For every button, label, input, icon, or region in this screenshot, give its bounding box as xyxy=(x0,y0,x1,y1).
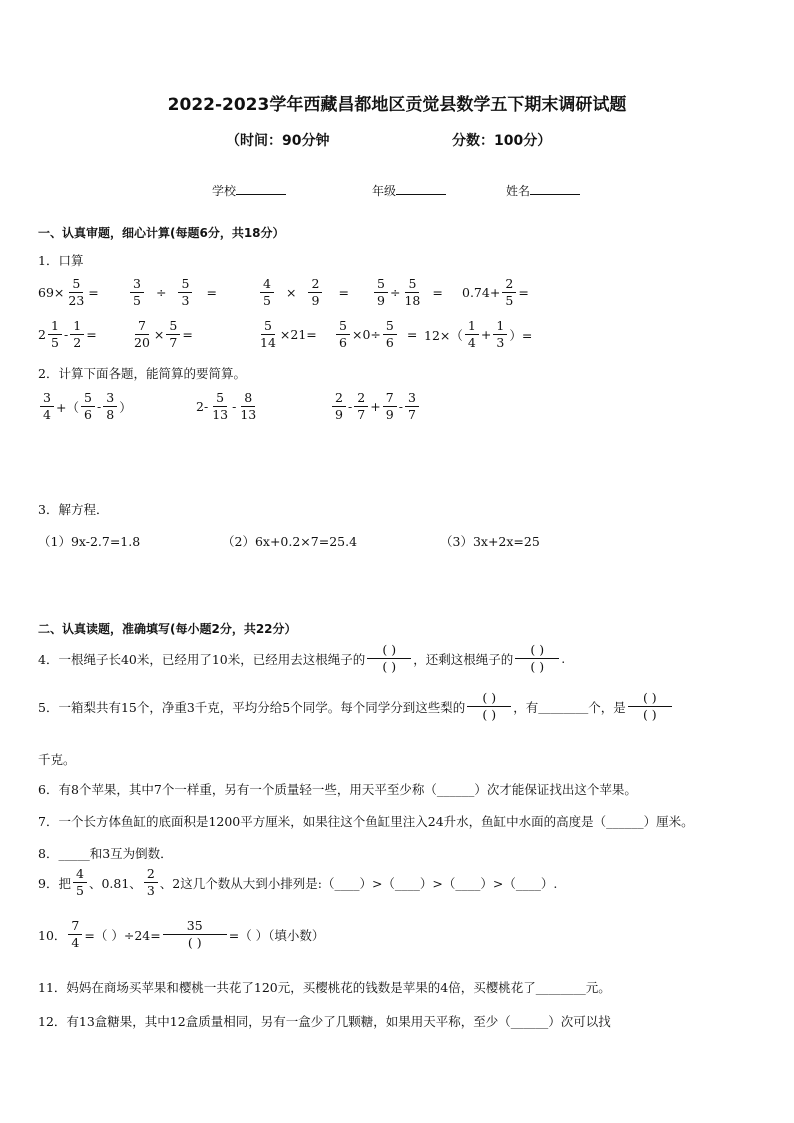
q8: 8．_____和3互为倒数． xyxy=(38,846,173,861)
operator: +（ xyxy=(56,399,79,415)
operator: - xyxy=(232,399,237,414)
grade-blank[interactable] xyxy=(396,194,446,195)
question-text: ，有 xyxy=(513,699,539,715)
operator: - xyxy=(96,399,102,414)
fraction xyxy=(374,276,388,309)
denominator: 9 xyxy=(335,407,343,422)
numerator: 5 xyxy=(166,318,180,335)
numerator: 5 xyxy=(405,276,419,293)
fraction xyxy=(336,318,350,351)
denominator: 6 xyxy=(385,335,394,350)
denominator: 5 xyxy=(505,293,514,308)
numerator: 35 xyxy=(163,918,227,935)
grade-label: 年级 xyxy=(372,184,397,198)
question-text: 、0.81、 xyxy=(88,875,142,891)
equation-1: （1）9x-2.7=1.8 xyxy=(38,534,141,549)
denominator: 14 xyxy=(260,335,276,350)
expr-text: 0.74+ xyxy=(462,285,501,300)
fraction xyxy=(465,318,479,351)
fraction xyxy=(48,318,62,351)
operator: - xyxy=(348,399,353,414)
denominator: 3 xyxy=(146,883,155,898)
numerator: 5 xyxy=(81,390,95,407)
numerator-blank[interactable]: ( ) xyxy=(628,690,672,707)
denominator-blank[interactable]: ( ) xyxy=(187,935,202,950)
q6: 6．有8个苹果，其中7个一样重，另有一个质量轻一些，用天平至少称（______）次才能保证找出这个苹果。 xyxy=(38,782,637,797)
q12: 12．有13盒糖果，其中12盒质量相同，另有一盒少了几颗糖，如果用天平称，至少（______）次可以找 xyxy=(38,1014,611,1029)
expr-text: = xyxy=(518,285,529,300)
numerator: 4 xyxy=(73,866,87,883)
expr-text: = xyxy=(88,285,99,300)
q5 xyxy=(38,690,674,723)
denominator: 13 xyxy=(240,407,257,422)
expr-text: = xyxy=(86,327,97,342)
denominator: 20 xyxy=(134,335,150,350)
operator: + xyxy=(480,327,492,342)
numerator: 2 xyxy=(144,866,158,883)
q2-label: 2．计算下面各题，能简算的要简算。 xyxy=(38,366,246,381)
operator: ÷ xyxy=(390,285,401,300)
q1-r1-e4 xyxy=(372,276,443,309)
q5-tail: 千克。 xyxy=(38,752,76,767)
fraction xyxy=(402,276,422,309)
denominator-blank[interactable]: ( ) xyxy=(530,659,545,674)
fraction xyxy=(70,318,84,351)
q2-expr3 xyxy=(330,390,421,423)
answer-fraction[interactable] xyxy=(467,690,511,723)
whole-number: 2 xyxy=(38,327,46,342)
expr-text: = xyxy=(432,285,443,300)
q3-label: 3．解方程． xyxy=(38,502,109,517)
fraction xyxy=(502,276,516,309)
expr-text: 12×（ xyxy=(424,327,463,343)
fraction xyxy=(166,318,180,351)
denominator: 13 xyxy=(212,407,229,422)
expr-text: ） xyxy=(119,399,132,415)
q1-r2-e2 xyxy=(130,318,193,351)
numerator: 2 xyxy=(354,390,368,407)
numerator: 5 xyxy=(336,318,350,335)
numerator: 5 xyxy=(383,318,397,335)
denominator: 23 xyxy=(68,293,85,308)
numerator: 4 xyxy=(260,276,274,293)
operator: ÷ xyxy=(156,285,167,300)
denominator-blank[interactable]: ( ) xyxy=(642,707,657,722)
q1-r2-e4 xyxy=(334,318,417,351)
denominator: 3 xyxy=(496,335,505,350)
name-field[interactable] xyxy=(506,182,580,199)
question-text: . xyxy=(561,651,566,666)
fraction xyxy=(130,276,144,309)
denominator: 5 xyxy=(133,293,141,308)
answer-fraction[interactable] xyxy=(367,642,411,675)
expr-text: ×0÷ xyxy=(352,327,381,342)
fraction xyxy=(144,866,158,899)
equation-3: （3）3x+2x=25 xyxy=(440,534,540,549)
numerator: 1 xyxy=(493,318,507,335)
q2-expr1 xyxy=(38,390,132,423)
fraction xyxy=(81,390,95,423)
numerator: 5 xyxy=(261,318,275,335)
fraction xyxy=(40,390,54,423)
expr-text: = xyxy=(182,327,193,342)
numerator: 8 xyxy=(241,390,255,407)
fraction xyxy=(68,918,82,951)
denominator: 4 xyxy=(71,935,80,950)
school-field[interactable] xyxy=(212,182,286,199)
q1-r2-e5 xyxy=(424,318,532,351)
denominator: 4 xyxy=(467,335,476,350)
fraction xyxy=(354,390,368,423)
numerator: 7 xyxy=(383,390,397,407)
expr-text: ×21= xyxy=(279,327,317,342)
question-text: 4．一根绳子长40米，已经用了10米，已经用去这根绳子的 xyxy=(38,651,366,667)
numerator: 7 xyxy=(68,918,82,935)
denominator-blank[interactable]: ( ) xyxy=(482,707,497,722)
expr-text: = xyxy=(338,285,349,300)
section1-heading: 一、认真审题，细心计算(每题6分，共18分） xyxy=(38,226,285,240)
fraction xyxy=(493,318,507,351)
denominator-blank[interactable]: ( ) xyxy=(382,659,397,674)
denominator: 5 xyxy=(263,293,271,308)
q1-r2-e1 xyxy=(38,318,97,351)
operator: - xyxy=(398,399,403,414)
numerator: 3 xyxy=(405,390,419,407)
denominator: 3 xyxy=(181,293,190,308)
operator: + xyxy=(370,399,381,414)
operator: - xyxy=(63,327,69,342)
question-text: 9．把 xyxy=(38,875,71,891)
school-blank[interactable] xyxy=(236,194,286,195)
denominator: 7 xyxy=(357,407,366,422)
operator: × xyxy=(286,285,297,300)
numerator: 5 xyxy=(374,276,388,293)
q1-r1-e2 xyxy=(128,276,217,309)
fraction xyxy=(178,276,192,309)
question-text: =（ ）÷24= xyxy=(84,927,161,943)
denominator: 2 xyxy=(73,335,82,350)
page-title: 2022-2023学年西藏昌都地区贡觉县数学五下期末调研试题 xyxy=(167,95,627,115)
q1-r1-e5 xyxy=(462,276,529,309)
answer-fraction[interactable] xyxy=(628,690,672,723)
denominator: 9 xyxy=(311,293,320,308)
denominator: 9 xyxy=(377,293,385,308)
section2-heading: 二、认真读题，准确填写(每小题2分，共22分） xyxy=(38,622,297,636)
numerator: 5 xyxy=(178,276,192,293)
denominator: 7 xyxy=(407,407,416,422)
fraction xyxy=(260,276,274,309)
fraction xyxy=(308,276,322,309)
q1-r1-e3 xyxy=(258,276,349,309)
q11: 11．妈妈在商场买苹果和樱桃一共花了120元，买樱桃花的钱数是苹果的4倍，买樱桃花了________元。 xyxy=(38,980,611,995)
denominator: 4 xyxy=(43,407,51,422)
numerator: 1 xyxy=(70,318,84,335)
time-label: （时间：90分钟 xyxy=(226,133,330,149)
question-text: ，还剩这根绳子的 xyxy=(413,651,514,667)
expr-text: = xyxy=(206,285,217,300)
fraction xyxy=(73,866,87,899)
question-text: 5．一箱梨共有15个，净重3千克，平均分给5个同学。每个同学分到这些梨的 xyxy=(38,699,466,715)
question-text: 、2这几个数从大到小排列是:（____）>（____）>（____）>（____）. xyxy=(159,875,558,891)
fraction xyxy=(66,276,86,309)
name-label: 姓名 xyxy=(506,184,531,198)
numerator: 2 xyxy=(332,390,346,407)
expr-text: 2- xyxy=(196,399,209,414)
numerator-blank[interactable]: ( ) xyxy=(515,642,559,659)
score-label: 分数：100分） xyxy=(452,133,552,149)
q4 xyxy=(38,642,565,675)
numerator: 2 xyxy=(502,276,516,293)
numerator: 2 xyxy=(308,276,322,293)
numerator: 5 xyxy=(69,276,83,293)
denominator: 8 xyxy=(106,407,115,422)
fraction xyxy=(258,318,278,351)
fraction xyxy=(103,390,117,423)
fraction xyxy=(383,390,397,423)
expr-text: = xyxy=(406,327,418,342)
denominator: 5 xyxy=(75,883,84,898)
fraction xyxy=(405,390,419,423)
q1-r2-e3 xyxy=(256,318,317,351)
denominator: 9 xyxy=(385,407,394,422)
q2-expr2 xyxy=(196,390,260,423)
q9 xyxy=(38,866,557,899)
denominator: 6 xyxy=(339,335,347,350)
question-text: 个，是 xyxy=(588,699,626,715)
expr-text: 69× xyxy=(38,285,65,300)
q10 xyxy=(38,918,324,951)
numerator-blank[interactable]: ( ) xyxy=(467,690,511,707)
denominator: 6 xyxy=(84,407,92,422)
fraction xyxy=(332,390,346,423)
operator: × xyxy=(153,327,165,342)
q1-r1-e1 xyxy=(38,276,99,309)
fraction xyxy=(132,318,152,351)
denominator: 18 xyxy=(404,293,421,308)
question-text: 10． xyxy=(38,927,67,943)
numerator: 3 xyxy=(130,276,144,293)
expr-text: ）= xyxy=(509,327,533,343)
numerator: 7 xyxy=(135,318,149,335)
numerator: 5 xyxy=(213,390,227,407)
question-text: =（ ）（填小数） xyxy=(228,927,325,943)
numerator-blank[interactable]: ( ) xyxy=(367,642,411,659)
denominator: 5 xyxy=(50,335,59,350)
denominator: 7 xyxy=(169,335,178,350)
answer-fraction[interactable] xyxy=(163,918,227,951)
q7: 7．一个长方体鱼缸的底面积是1200平方厘米，如果往这个鱼缸里注入24升水，鱼缸中水面的高度是（______）厘米。 xyxy=(38,814,694,829)
equation-2: （2）6x+0.2×7=25.4 xyxy=(222,534,358,549)
q1-label: 1．口算 xyxy=(38,253,84,268)
numerator: 3 xyxy=(40,390,54,407)
fraction xyxy=(238,390,258,423)
numerator: 1 xyxy=(48,318,62,335)
answer-blank[interactable]: ________ xyxy=(538,699,589,714)
name-blank[interactable] xyxy=(530,194,580,195)
school-label: 学校 xyxy=(212,184,237,198)
numerator: 1 xyxy=(465,318,479,335)
grade-field[interactable] xyxy=(372,182,446,199)
fraction xyxy=(383,318,397,351)
numerator: 3 xyxy=(103,390,117,407)
fraction xyxy=(210,390,230,423)
answer-fraction[interactable] xyxy=(515,642,559,675)
